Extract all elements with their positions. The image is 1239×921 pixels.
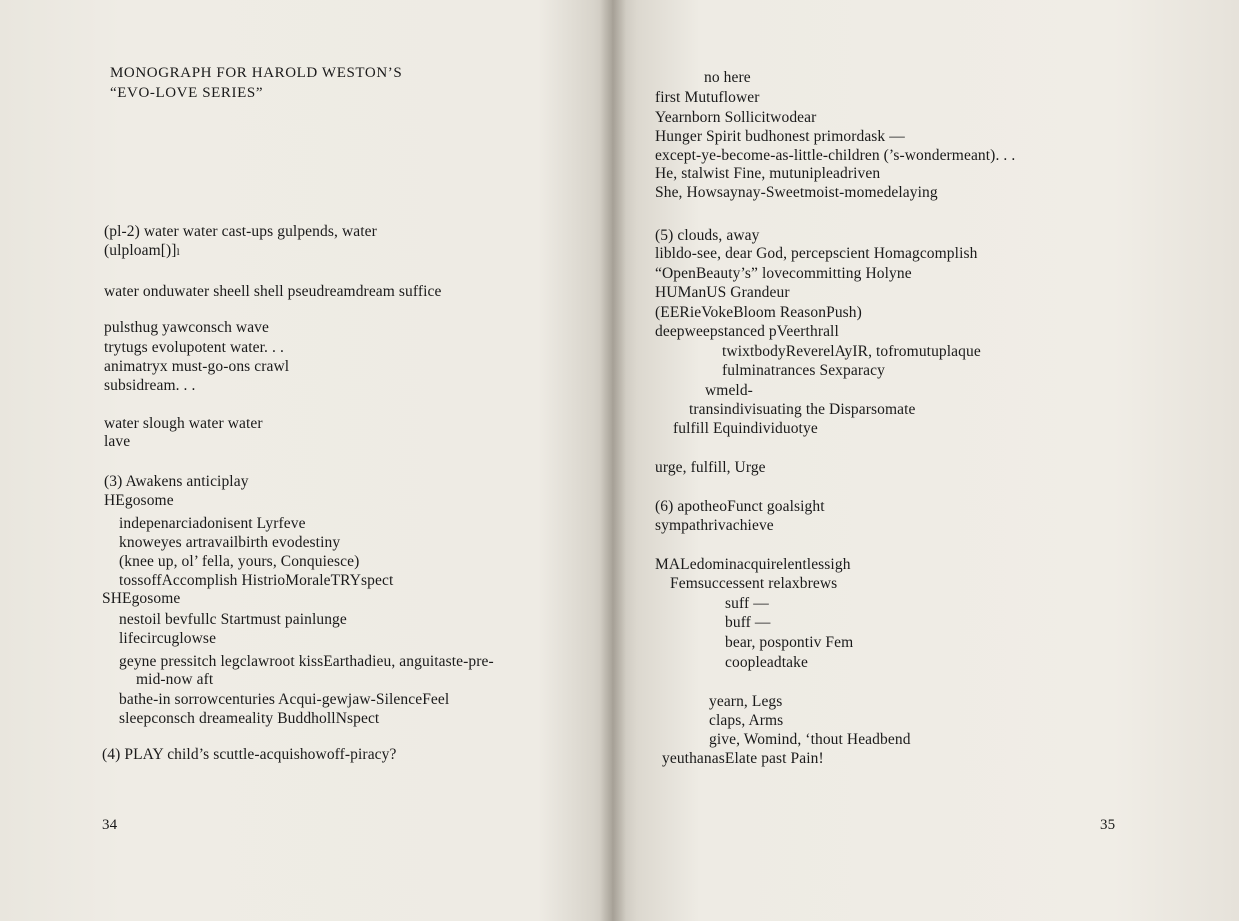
text-line: Femsuccessent relaxbrews	[670, 575, 838, 592]
text-line: (knee up, ol’ fella, yours, Conquiesce)	[119, 553, 360, 570]
text-line: geyne pressitch legclawroot kissEarthadieu, anguitaste-pre-	[119, 653, 494, 670]
text-line: no here	[704, 69, 751, 86]
text-line: nestoil bevfullc Startmust painlunge	[119, 611, 347, 628]
book-gutter-shadow	[600, 0, 626, 921]
text-line: sympathrivachieve	[655, 517, 774, 534]
text-line: give, Womind, ‘thout Headbend	[709, 731, 911, 748]
text-line: (EERieVokeBloom ReasonPush)	[655, 304, 862, 321]
text-line: Hunger Spirit budhonest primordask —	[655, 128, 905, 145]
text-line: buff —	[725, 614, 771, 631]
text-line: lifecircuglowse	[119, 630, 217, 647]
text-line: sleepconsch dreameality BuddhollNspect	[119, 710, 380, 727]
text-line: subsidream. . .	[104, 377, 196, 394]
text-line: She, Howsaynay-Sweetmoist-momedelaying	[655, 184, 938, 201]
text-line: (ulploam[)]ₗ	[104, 242, 181, 259]
text-line: water slough water water	[104, 415, 263, 432]
text-line: suff —	[725, 595, 769, 612]
text-line: tossoffAccomplish HistrioMoraleTRYspect	[119, 572, 394, 589]
text-line: bathe-in sorrowcenturies Acqui-gewjaw-SilenceFeel	[119, 691, 450, 708]
section-heading: (6) apotheoFunct goalsight	[655, 498, 825, 515]
left-page	[0, 0, 612, 921]
text-line: (pl-2) water water cast-ups gulpends, water	[104, 223, 377, 240]
text-line: indepenarciadonisent Lyrfeve	[119, 515, 306, 532]
text-line: MALedominacquirelentlessigh	[655, 556, 851, 573]
section-heading: (5) clouds, away	[655, 227, 760, 244]
text-line: yeuthanasElate past Pain!	[662, 750, 824, 767]
text-line: pulsthug yawconsch wave	[104, 319, 270, 336]
text-line: libldo-see, dear God, percepscient Homagcomplish	[655, 245, 978, 262]
text-line: fulminatrances Sexparacy	[722, 362, 885, 379]
page-number-left: 34	[102, 817, 118, 833]
text-line: transindivisuating the Disparsomate	[689, 401, 916, 418]
text-line: wmeld-	[705, 382, 753, 399]
text-line: lave	[104, 433, 131, 450]
text-line: twixtbodyReverelAyIR, tofromutuplaque	[722, 343, 981, 360]
section-heading: (4) PLAY child’s scuttle-acquishowoff-piracy?	[102, 746, 397, 763]
poem-title-line-1: MONOGRAPH FOR HAROLD WESTON’S	[110, 65, 403, 81]
text-line: animatryx must-go-ons crawl	[104, 358, 290, 375]
text-line: fulfill Equindividuotye	[673, 420, 818, 437]
text-line: deepweepstanced pVeerthrall	[655, 323, 839, 340]
text-line: mid-now aft	[136, 671, 214, 688]
text-line: knoweyes artravailbirth evodestiny	[119, 534, 341, 551]
text-line: Yearnborn Sollicitwodear	[655, 109, 817, 126]
text-line: bear, pospontiv Fem	[725, 634, 854, 651]
page-number-right: 35	[1100, 817, 1116, 833]
text-line: water onduwater sheell shell pseudreamdream suffice	[104, 283, 442, 300]
text-line: claps, Arms	[709, 712, 784, 729]
text-line: urge, fulfill, Urge	[655, 459, 766, 476]
text-line: trytugs evolupotent water. . .	[104, 339, 284, 356]
section-heading: (3) Awakens anticiplay	[104, 473, 249, 490]
right-page	[612, 0, 1239, 921]
text-line: HEgosome	[104, 492, 174, 509]
text-line: SHEgosome	[102, 590, 181, 607]
text-line: first Mutuflower	[655, 89, 760, 106]
text-line: except-ye-become-as-little-children (’s-wondermeant). . .	[655, 147, 1016, 164]
text-line: yearn, Legs	[709, 693, 783, 710]
text-line: He, stalwist Fine, mutunipleadriven	[655, 165, 881, 182]
poem-title-line-2: “EVO-LOVE SERIES”	[110, 85, 264, 101]
text-line: HUManUS Grandeur	[655, 284, 790, 301]
text-line: “OpenBeauty’s” lovecommitting Holyne	[655, 265, 912, 282]
text-line: coopleadtake	[725, 654, 808, 671]
